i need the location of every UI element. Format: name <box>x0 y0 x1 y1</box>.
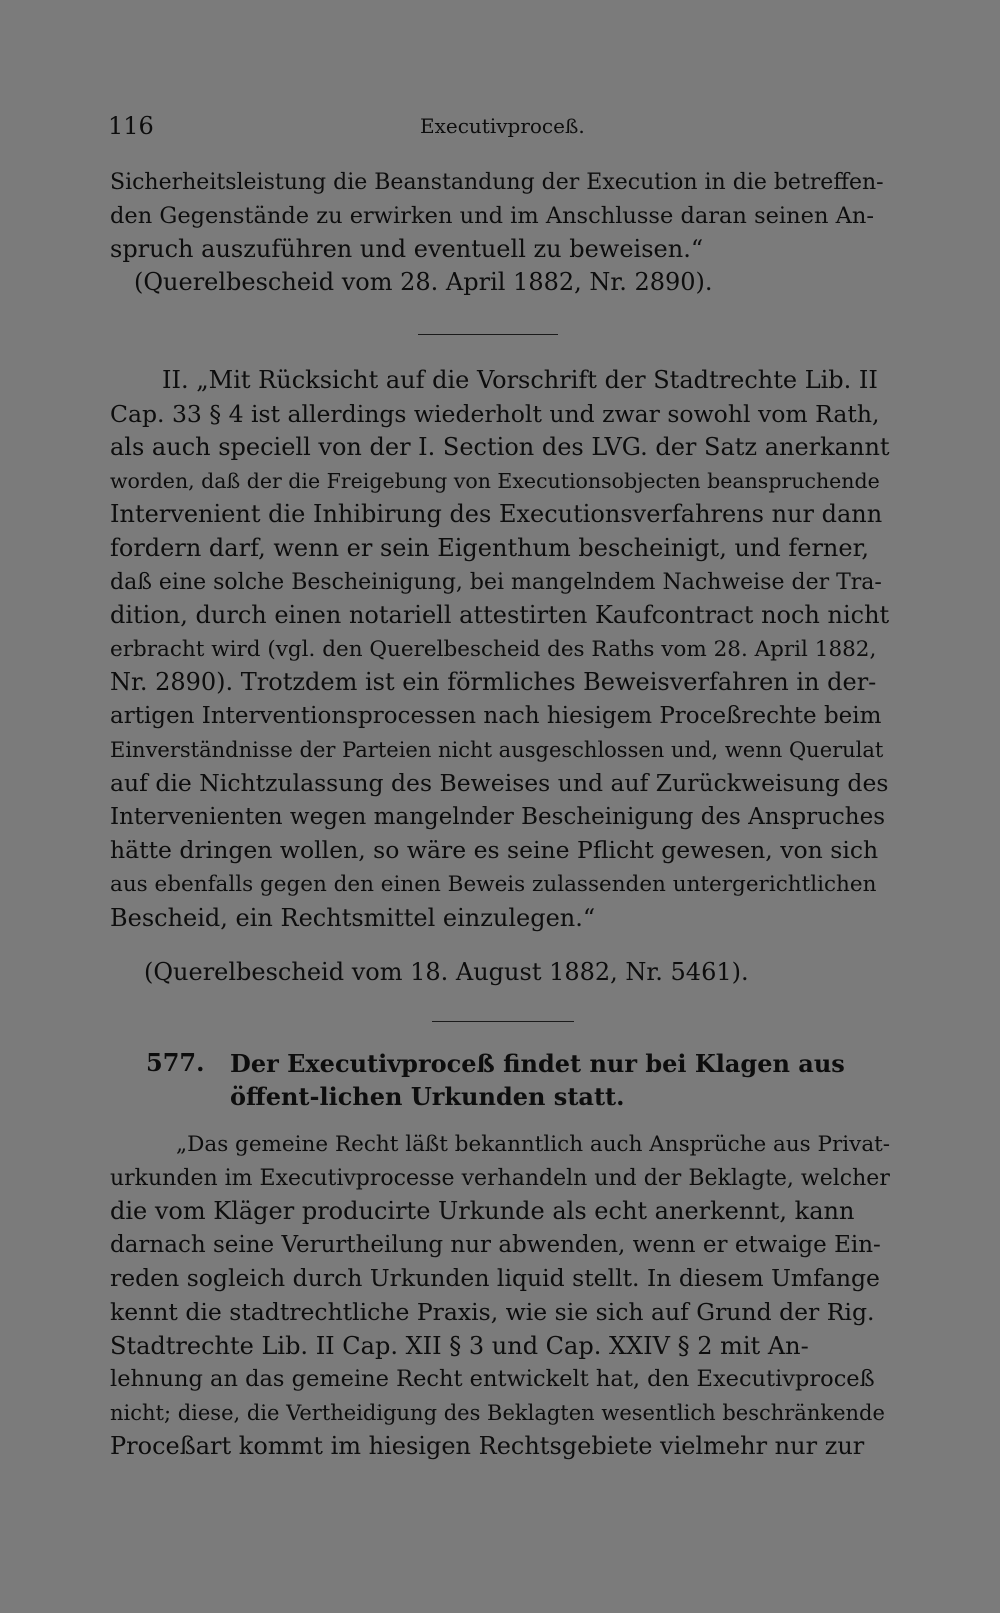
separator-rule-2 <box>432 1021 574 1022</box>
text-line: als auch speciell von der I. Section des LVG. der Satz anerkannt <box>110 433 890 462</box>
paragraph-1 <box>110 166 890 267</box>
text-line: Bescheid, ein Rechtsmittel einzulegen.“ <box>110 903 596 932</box>
section-number: 577. <box>146 1048 205 1077</box>
text-line: II. „Mit Rücksicht auf die Vorschrift der Stadtrechte Lib. II <box>162 366 878 394</box>
text-line: den Gegenstände zu erwirken und im Anschlusse daran seinen An- <box>110 202 874 229</box>
text-line: artigen Interventionsprocessen nach hiesigem Proceßrechte beim <box>110 702 882 729</box>
text-line: darnach seine Verurtheilung nur abwenden, wenn er etwaige Ein- <box>110 1231 881 1258</box>
text-line: hätte dringen wollen, so wäre es seine Pflicht gewesen, von sich <box>110 836 879 865</box>
text-line: daß eine solche Bescheinigung, bei mangelndem Nachweise der Tra- <box>110 569 882 595</box>
running-title: Executivproceß. <box>420 114 585 138</box>
text-line: kennt die stadtrechtliche Praxis, wie sie sich auf Grund der Rig. <box>110 1297 875 1326</box>
text-line: Cap. 33 § 4 ist allerdings wiederholt und zwar sowohl vom Rath, <box>110 399 880 428</box>
text-line: Einverständnisse der Parteien nicht ausgeschlossen und, wenn Querulat <box>110 737 884 762</box>
text-line: aus ebenfalls gegen den einen Beweis zulassenden untergerichtlichen <box>110 871 877 897</box>
text-line: Stadtrechte Lib. II Cap. XII § 3 und Cap. XXIV § 2 mit An- <box>110 1331 809 1360</box>
citation-1: (Querelbescheid vom 28. April 1882, Nr. 2890). <box>134 268 713 296</box>
separator-rule-1 <box>418 334 558 335</box>
text-line: die vom Kläger producirte Urkunde als echt anerkennt, kann <box>110 1197 855 1226</box>
text-line: Sicherheitsleistung die Beanstandung der Execution in die betreffen- <box>110 170 884 195</box>
text-line: Proceßart kommt im hiesigen Rechtsgebiete vielmehr nur zur <box>110 1432 865 1461</box>
text-line: dition, durch einen notariell attestirten Kaufcontract noch nicht <box>110 601 890 630</box>
text-line: nicht; diese, die Vertheidigung des Beklagten wesentlich beschränkende <box>110 1400 885 1425</box>
paragraph-3 <box>110 1128 890 1464</box>
text-line: erbracht wird (vgl. den Querelbescheid des Raths vom 28. April 1882, <box>110 636 877 662</box>
text-line: Nr. 2890). Trotzdem ist ein förmliches Beweisverfahren in der- <box>110 668 877 697</box>
text-line: fordern darf, wenn er sein Eigenthum bescheinigt, und ferner, <box>110 533 870 562</box>
text-line: reden sogleich durch Urkunden liquid stellt. In diesem Umfange <box>110 1264 880 1293</box>
citation-2: (Querelbescheid vom 18. August 1882, Nr. 5461). <box>144 958 749 986</box>
text-line: auf die Nichtzulassung des Beweises und auf Zurückweisung des <box>110 769 889 798</box>
text-line: urkunden im Executivprocesse verhandeln und der Beklagte, welcher <box>110 1165 890 1191</box>
page-number: 116 <box>108 112 154 140</box>
text-line: Intervenienten wegen mangelnder Bescheinigung des Anspruches <box>110 803 886 830</box>
text-line: „Das gemeine Recht läßt bekanntlich auch Ansprüche aus Privat- <box>176 1132 891 1157</box>
text-line: lehnung an das gemeine Recht entwickelt hat, den Executivproceß <box>110 1366 875 1393</box>
section-title: Der Executivproceß findet nur bei Klagen aus öffent-lichen Urkunden statt. <box>230 1049 845 1111</box>
paragraph-2 <box>110 364 890 935</box>
text-line: Intervenient die Inhibirung des Executionsverfahrens nur dann <box>110 500 883 529</box>
text-line: worden, daß der die Freigebung von Executionsobjecten beanspruchende <box>110 468 880 493</box>
page-header <box>108 112 888 152</box>
text-line: spruch auszuführen und eventuell zu beweisen.“ <box>110 235 704 264</box>
